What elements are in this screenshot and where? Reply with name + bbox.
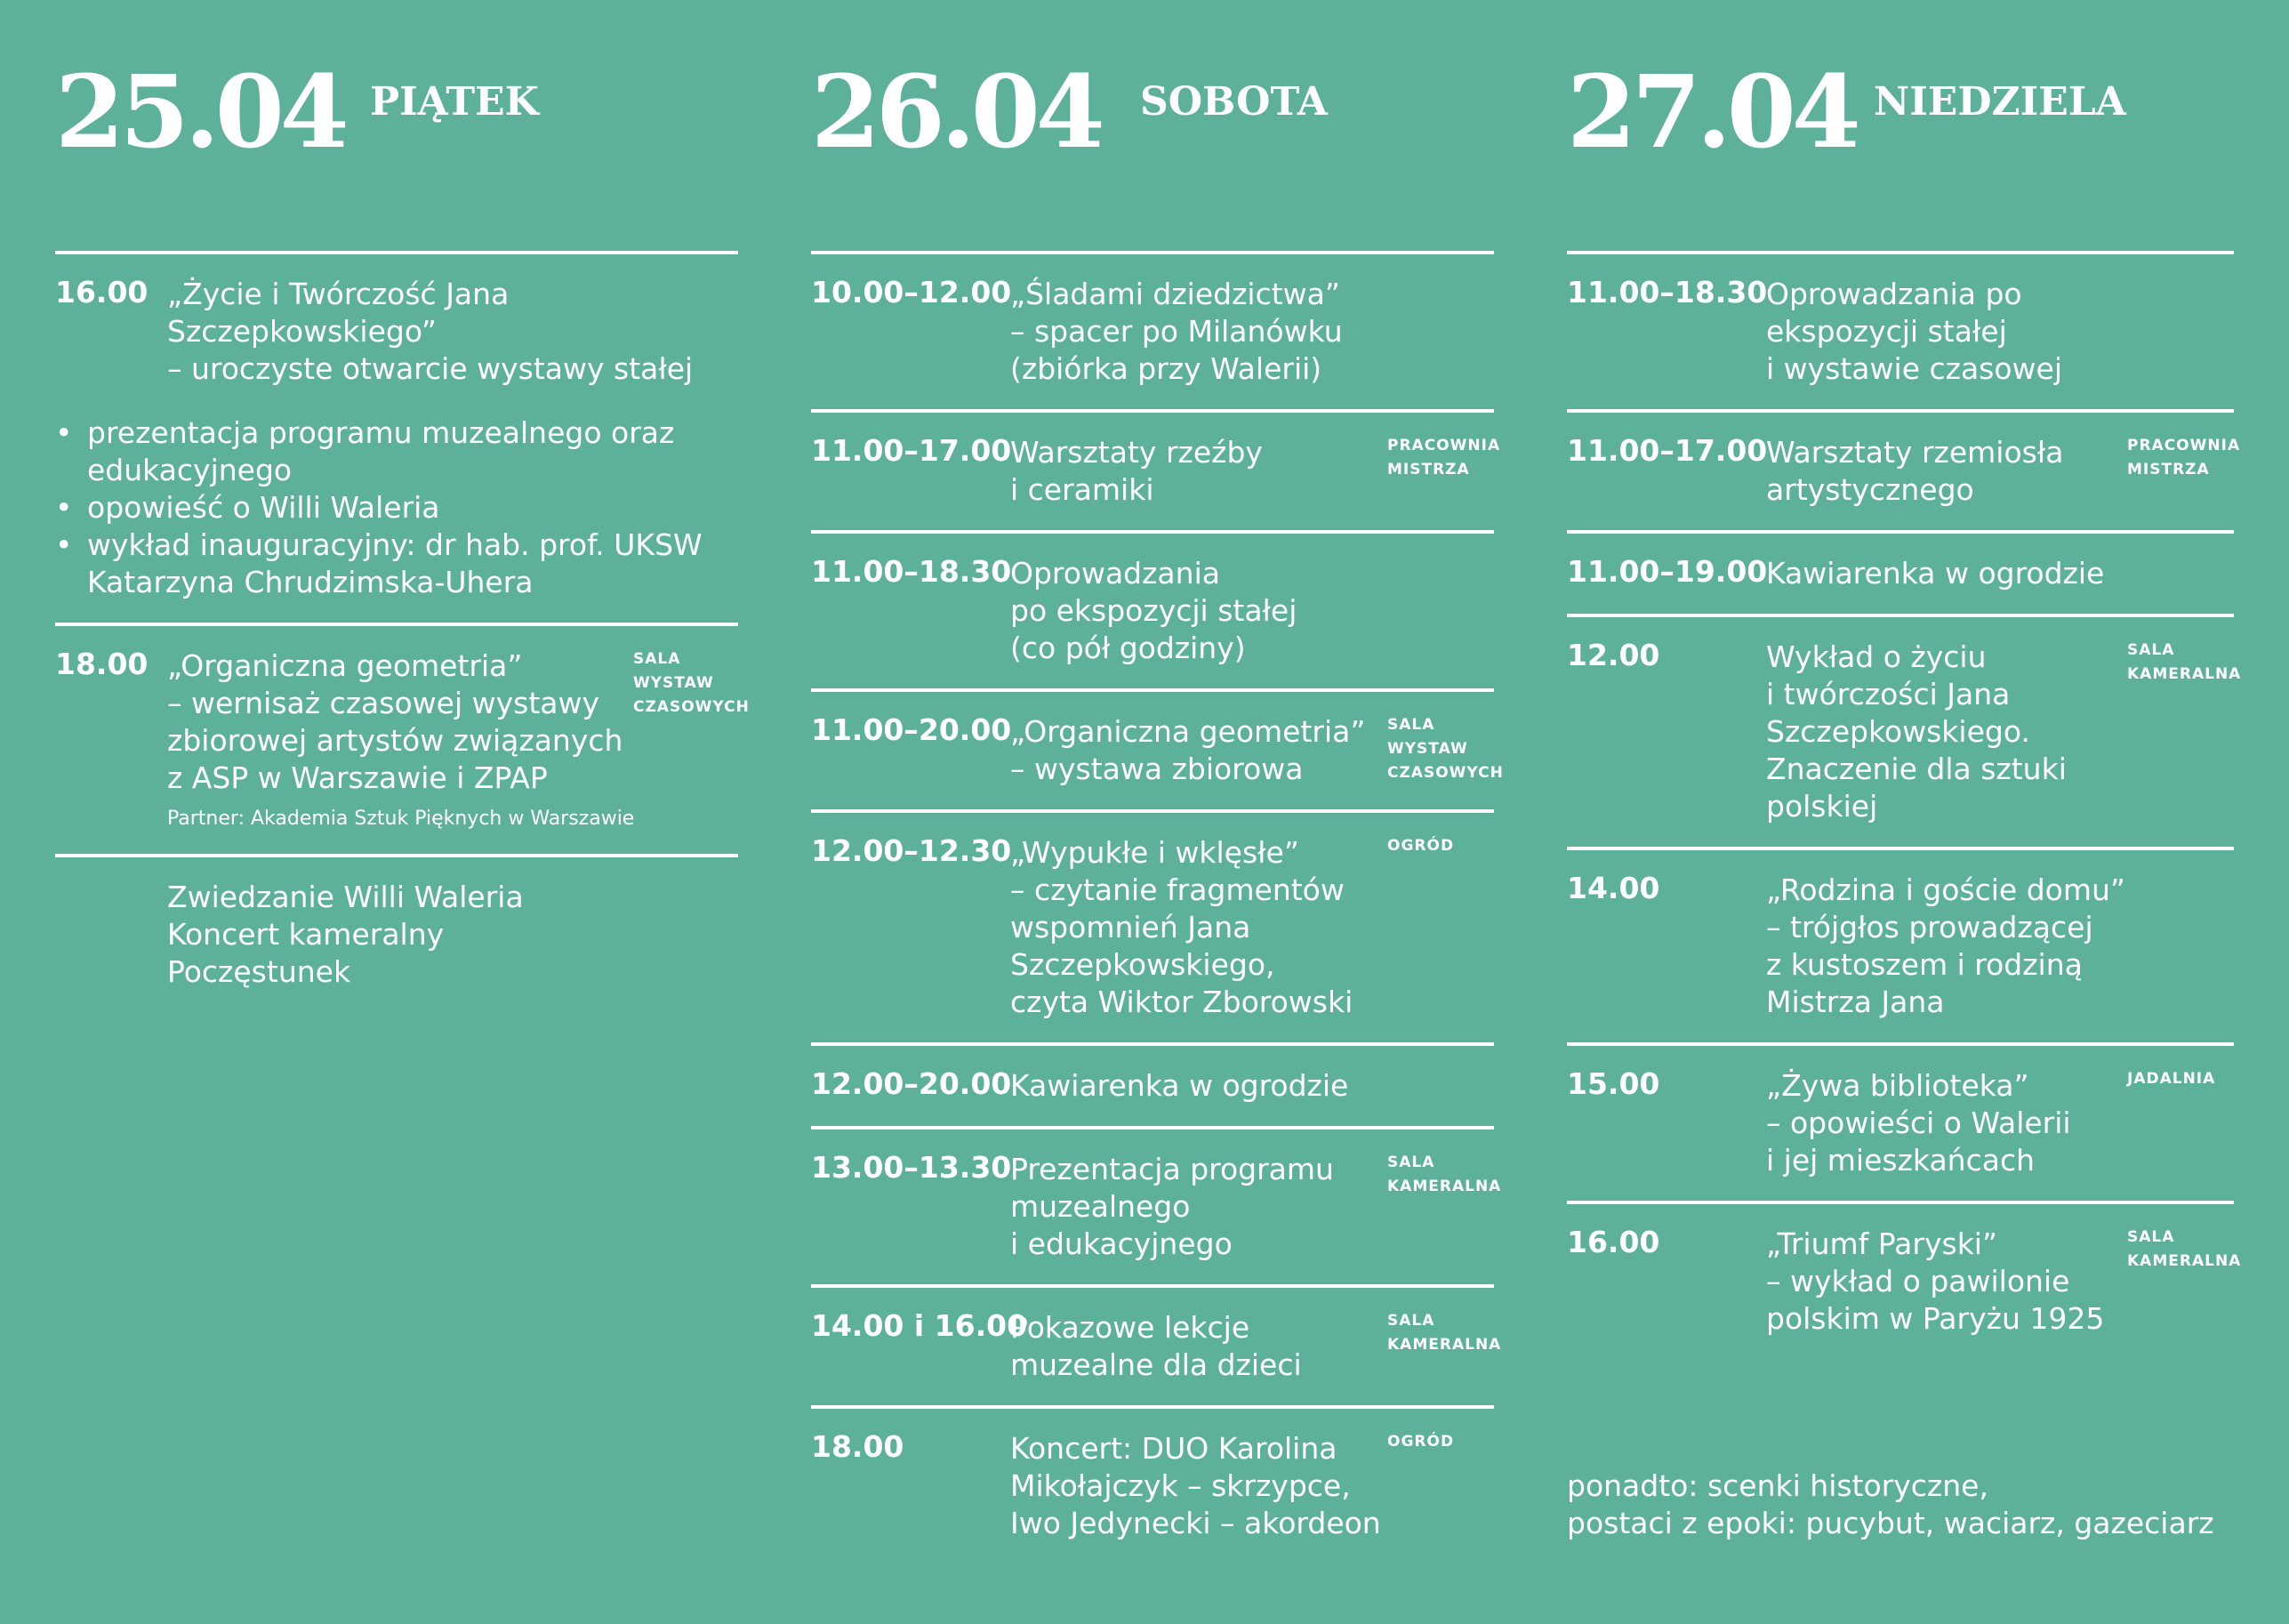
event-location: OGRÓD: [1387, 837, 1455, 855]
bullet-item: • opowieść o Willi Waleria: [87, 489, 738, 527]
event-title: „Wypukłe i wklęsłe” – czytanie fragmentów wspomnień Jana Szczepkowskiego, czyta Wiktor Zborowski: [1010, 835, 1353, 1019]
event-title: Oprowadzania po ekspozycji stałej i wystawie czasowej: [1766, 277, 2063, 386]
event-item: [811, 251, 1494, 409]
event-time: 14.00 i 16.00: [811, 1308, 1028, 1343]
bullet-item: • prezentacja programu muzealnego oraz edukacyjnego: [87, 414, 738, 489]
event-time: 14.00: [1567, 871, 1660, 905]
event-time: 18.00: [55, 647, 149, 681]
event-time: 16.00: [1567, 1225, 1660, 1259]
event-time: 12.00–20.00: [811, 1066, 1012, 1101]
event-bullet-list: [55, 414, 738, 601]
event-title: Wykład o życiu i twórczości Jana Szczepkowskiego. Znaczenie dla sztuki polskiej: [1766, 639, 2067, 824]
event-item: [811, 809, 1494, 1042]
event-location: SALA KAMERALNA: [2127, 1228, 2242, 1270]
event-time: 11.00–18.30: [811, 554, 1012, 589]
event-item: [811, 1405, 1494, 1564]
event-location: SALA KAMERALNA: [2127, 641, 2242, 683]
day-header: [811, 55, 1494, 171]
event-title: „Śladami dziedzictwa” – spacer po Milanówku (zbiórka przy Walerii): [1010, 277, 1343, 386]
day-date: 25.04: [55, 54, 345, 171]
event-time: 11.00–19.00: [1567, 554, 1768, 589]
event-location: SALA WYSTAW CZASOWYCH: [1387, 716, 1504, 782]
additional-attractions: ponadto: scenki historyczne, postaci z epoki: pucybut, waciarz, gazeciarz: [1567, 1468, 2214, 1540]
event-list: [1567, 251, 2242, 1359]
event-title: Oprowadzania po ekspozycji stałej (co pół godziny): [1010, 556, 1297, 665]
day-header: [55, 55, 738, 171]
event-title: Pokazowe lekcje muzealne dla dzieci: [1010, 1310, 1302, 1382]
event-item: [1567, 1042, 2234, 1201]
event-item: [811, 688, 1504, 809]
event-time: 10.00–12.00: [811, 275, 1012, 310]
event-title: Warsztaty rzemiosła artystycznego: [1766, 435, 2064, 507]
day-weekday: NIEDZIELA: [1874, 79, 2126, 125]
event-item: [811, 1284, 1502, 1405]
event-time: 12.00–12.30: [811, 833, 1012, 868]
event-title: Warsztaty rzeźby i ceramiki: [1010, 435, 1263, 507]
day-date: 27.04: [1567, 54, 1857, 171]
event-item: [811, 1042, 1494, 1126]
event-time: 15.00: [1567, 1066, 1660, 1101]
event-title: „Żywa biblioteka” – opowieści o Walerii i jej mieszkańcach: [1766, 1068, 2071, 1178]
event-location: PRACOWNIA MISTRZA: [2127, 437, 2241, 478]
event-location: JADALNIA: [2127, 1070, 2216, 1088]
closing-items: [55, 854, 738, 991]
event-time: 13.00–13.30: [811, 1150, 1012, 1185]
event-list: [811, 251, 1504, 1564]
event-time: 16.00: [55, 275, 149, 310]
event-item: [1567, 1201, 2242, 1359]
event-title: Prezentacja programu muzealnego i edukacyjnego: [1010, 1152, 1334, 1261]
event-item: [1567, 614, 2242, 847]
event-time: 11.00–20.00: [811, 712, 1012, 747]
event-item: [55, 623, 750, 854]
event-title: „Życie i Twórczość Jana Szczepkowskiego” – uroczyste otwarcie wystawy stałej: [167, 277, 694, 386]
event-title: Kawiarenka w ogrodzie: [1010, 1068, 1349, 1103]
event-item: [1567, 251, 2234, 409]
event-list: [55, 251, 750, 991]
event-title: „Organiczna geometria” – wystawa zbiorowa: [1010, 714, 1366, 786]
event-location: OGRÓD: [1387, 1433, 1455, 1451]
event-location: SALA WYSTAW CZASOWYCH: [633, 650, 750, 716]
event-title: „Organiczna geometria” – wernisaż czasowej wystawy zbiorowej artystów związanych z ASP w Warszawie i ZPAP: [167, 648, 623, 795]
event-title: Kawiarenka w ogrodzie: [1766, 556, 2105, 591]
day-date: 26.04: [811, 54, 1101, 171]
event-time: 11.00–18.30: [1567, 275, 1768, 310]
event-item: [1567, 530, 2234, 614]
event-time: 11.00–17.00: [1567, 433, 1768, 468]
event-time: 18.00: [811, 1429, 904, 1464]
event-time: 12.00: [1567, 638, 1660, 672]
day-weekday: SOBOTA: [1140, 79, 1328, 125]
event-time: 11.00–17.00: [811, 433, 1012, 468]
event-title: „Triumf Paryski” – wykład o pawilonie polskim w Paryżu 1925: [1766, 1226, 2105, 1336]
event-item: [811, 1126, 1502, 1284]
event-item: [811, 409, 1501, 530]
day-weekday: PIĄTEK: [370, 79, 539, 125]
event-location: PRACOWNIA MISTRZA: [1387, 437, 1501, 478]
event-item: [1567, 847, 2234, 1042]
bullet-item: • wykład inauguracyjny: dr hab. prof. UKSW Katarzyna Chrudzimska-Uhera: [87, 527, 738, 601]
event-item: [1567, 409, 2241, 530]
event-location: SALA KAMERALNA: [1387, 1312, 1502, 1354]
event-location: SALA KAMERALNA: [1387, 1154, 1502, 1195]
event-item: [811, 530, 1494, 688]
event-partner: Partner: Akademia Sztuk Pięknych w Warszawie: [167, 808, 635, 830]
event-title: Koncert: DUO Karolina Mikołajczyk – skrzypce, Iwo Jedynecki – akordeon: [1010, 1431, 1381, 1540]
event-title: „Rodzina i goście domu” – trójgłos prowadzącej z kustoszem i rodziną Mistrza Jana: [1766, 872, 2126, 1019]
closing-text: Zwiedzanie Willi Waleria Koncert kameralny Poczęstunek: [167, 880, 524, 989]
event-item: [55, 251, 738, 623]
day-header: [1567, 55, 2234, 171]
